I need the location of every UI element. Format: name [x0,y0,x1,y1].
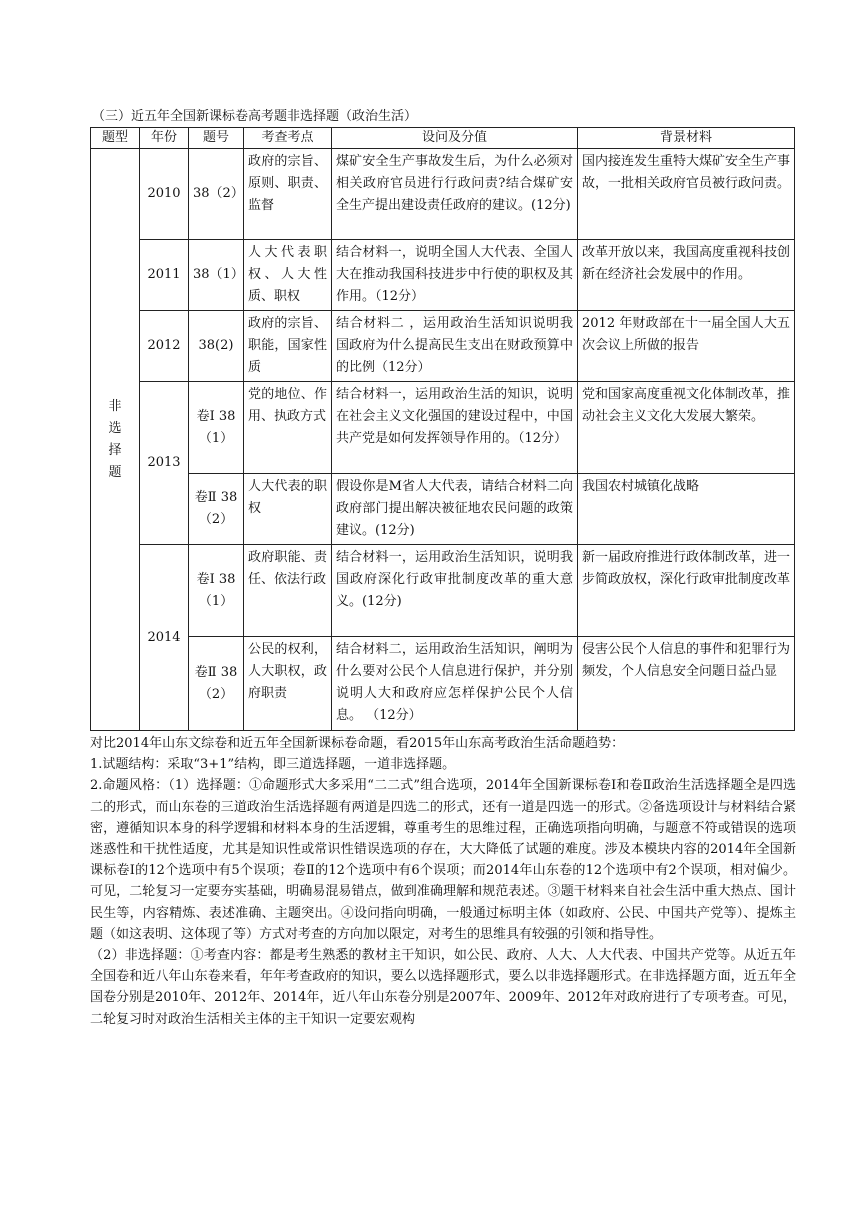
background-cell: 改革开放以来，我国高度重视科技创新在经济社会发展中的作用。 [578,240,795,311]
number-cell: 38（2） [189,149,244,240]
header-background: 背景材料 [578,128,795,149]
document-page [90,108,795,1030]
number-cell: 38（1） [189,240,244,311]
background-cell: 2012 年财政部在十一届全国人大五次会议上所做的报告 [578,311,795,382]
intro-paragraph: 对比2014年山东文综卷和近五年全国新课标卷命题，看2015年山东高考政治生活命题趋势： [90,736,625,751]
table-caption: （三）近五年全国新课标卷高考题非选择题（政治生活） [92,109,418,124]
topic-cell: 人大代表职权、人大性质、职权 [244,240,332,311]
table-row [91,311,795,382]
number-cell: 卷Ⅰ 38（1） [189,382,244,474]
background-cell: 国内接连发生重特大煤矿安全生产事故，一批相关政府官员被行政问责。 [578,149,795,240]
header-year: 年份 [140,128,189,149]
background-cell: 党和国家高度重视文化体制改革，推动社会主义文化大发展大繁荣。 [578,382,795,474]
style-paragraph: 2.命题风格：（1）选择题：①命题形式大多采用“二二式”组合选项，2014年全国新课标卷Ⅰ和卷Ⅱ政治生活选择题全是四选二的形式，而山东卷的三道政治生活选择题有两道是四选二的形式，还有一道是四选一的形式。②备选项设计与材料结合紧密，遵循知识本身的科学逻辑和材料本身的生活逻辑，尊重考生的思维过程，正确选项指向明确，与题意不符或错误的选项迷惑性和干扰性适度，尤其是知识性或常识性错误选项的存在，大大降低了试题的难度。涉及本模块内容的2014年全国新课标卷Ⅰ的12个选项中有5个误项；卷Ⅱ的12个选项中有6个误项；而2014年山东卷的12个选项中有2个误项，相对偏少。可见，二轮复习一定要夯实基础，明确易混易错点，做到准确理解和规范表述。③题干材料来自社会生活中重大热点、国计民生等，内容精炼、表述准确、主题突出。④设问指向明确，一般通过标明主体（如政府、公民、中国共产党等）、提炼主题（如这表明、这体现了等）方式对考查的方向加以限定，对考生的思维具有较强的引领和指导性。 [90,778,796,942]
question-cell: 结合材料一，运用政治生活的知识，说明在社会主义文化强国的建设过程中，中国共产党是如何发挥领导作用的。（12分） [332,382,578,474]
question-cell: 结合材料二，运用政治生活知识，阐明为什么要对公民个人信息进行保护，并分别说明人大和政府应怎样保护公民个人信息。 （12分） [332,637,578,731]
table-row [91,382,795,474]
table-row [91,240,795,311]
year-cell: 2013 [140,382,189,545]
background-cell: 侵害公民个人信息的事件和犯罪行为频发，个人信息安全问题日益凸显 [578,637,795,731]
number-cell: 卷Ⅰ 38（1） [189,545,244,637]
question-cell: 结合材料二 ，运用政治生活知识说明我国政府为什么提高民生支出在财政预算中的比例（12分） [332,311,578,382]
topic-cell: 政府职能、责任、依法行政 [244,545,332,637]
table-row [91,545,795,637]
background-cell: 新一届政府推进行政体制改革，进一步简政放权，深化行政审批制度改革 [578,545,795,637]
table-row [91,637,795,731]
topic-cell: 党的地位、作用、执政方式 [244,382,332,474]
topic-cell: 政府的宗旨、原则、职责、监督 [244,149,332,240]
topic-cell: 人大代表的职权 [244,474,332,545]
number-cell: 卷Ⅱ 38（2） [189,474,244,545]
header-topic: 考查考点 [244,128,332,149]
non-choice-paragraph: （2）非选择题：①考查内容：都是考生熟悉的教材主干知识，如公民、政府、人大、人大代表、中国共产党等。从近五年全国卷和近八年山东卷来看，年年考查政府的知识，要么以选择题形式，要么以非选择题形式。在非选择题方面，近五年全国卷分别是2010年、2012年、2014年，近八年山东卷分别是2007年、2009年、2012年对政府进行了专项考查。可见，二轮复习时对政治生活相关主体的主干知识一定要宏观构 [90,948,796,1027]
question-type-cell: 非 选 择 题 [91,149,140,731]
number-cell: 卷Ⅱ 38（2） [189,637,244,731]
number-cell: 38(2) [189,311,244,382]
header-question: 设问及分值 [332,128,578,149]
year-cell: 2014 [140,545,189,731]
table-row [91,474,795,545]
topic-cell: 公民的权利，人大职权，政府职责 [244,637,332,731]
exam-table [90,127,795,731]
table-row [91,149,795,240]
table-header-row [91,128,795,149]
structure-paragraph: 1.试题结构：采取“3+1”结构，即三道选择题，一道非选择题。 [90,757,456,773]
header-type: 题型 [91,128,140,149]
question-cell: 煤矿安全生产事故发生后，为什么必须对相关政府官员进行行政问责?结合煤矿安全生产提出建设责任政府的建议。(12分) [332,149,578,240]
year-cell: 2011 [140,240,189,311]
year-cell: 2010 [140,149,189,240]
background-cell: 我国农村城镇化战略 [578,474,795,545]
topic-cell: 政府的宗旨、职能，国家性质 [244,311,332,382]
year-cell: 2012 [140,311,189,382]
header-number: 题号 [189,128,244,149]
analysis-text [90,733,796,1030]
question-cell: 结合材料一，运用政治生活知识，说明我国政府深化行政审批制度改革的重大意义。(12分) [332,545,578,637]
question-cell: 结合材料一，说明全国人大代表、全国人大在推动我国科技进步中行使的职权及其作用。（12分） [332,240,578,311]
question-cell: 假设你是M省人大代表，请结合材料二向政府部门提出解决被征地农民问题的政策建议。(12分) [332,474,578,545]
